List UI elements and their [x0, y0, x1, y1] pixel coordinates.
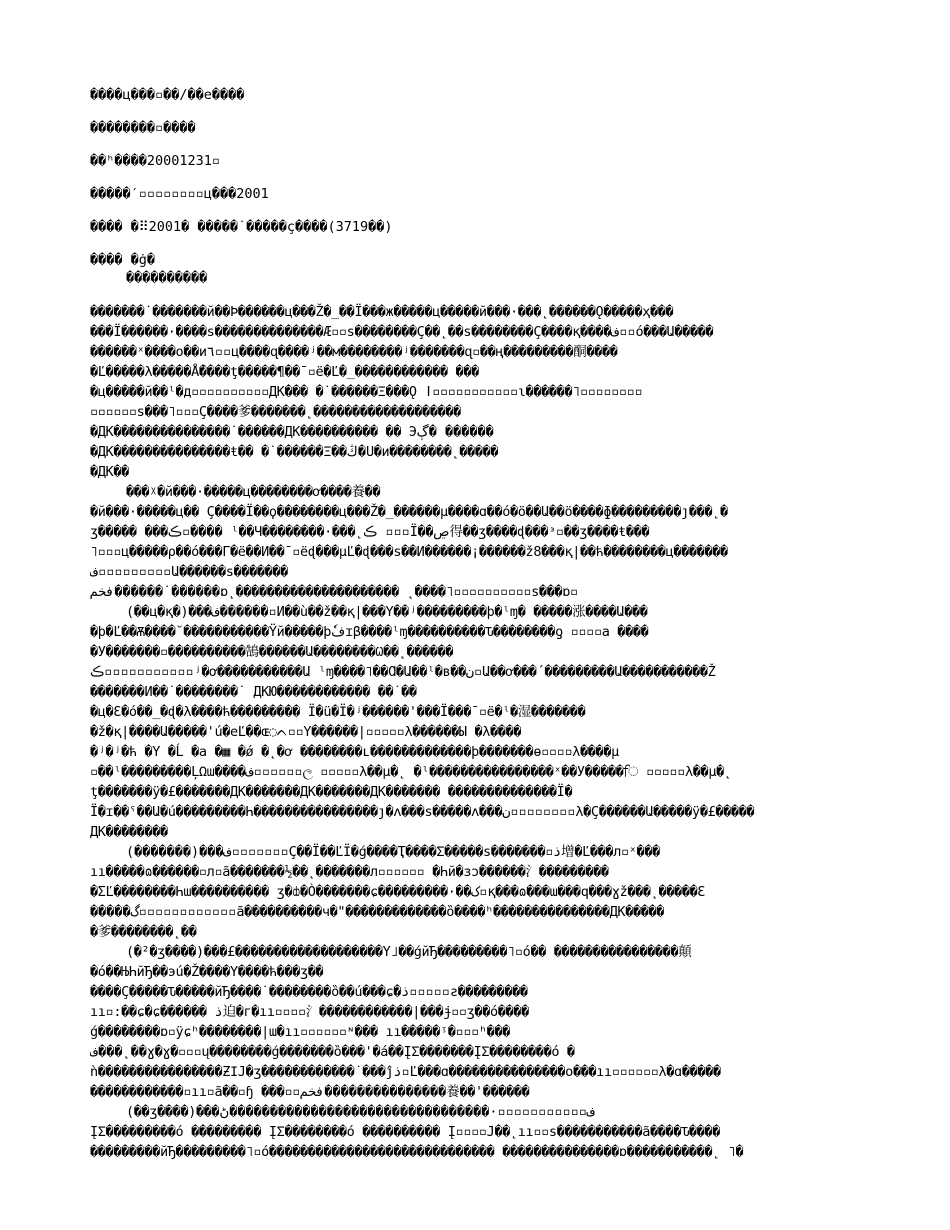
text-line: �ц�����й��ˡ�д▫▫▫▫▫▫▫▫▫▫ДК��� �˙������Ξ���Ǫ ǀ▫▫▫▫▫▫▫▫▫▫▫ɩ������˥▫▫▫▫▫▫▫▫	[90, 384, 643, 400]
text-line: (��ц�қ�)���ف������▫И��ù��ž��қ|���Ү��ʲ���������þ�ˡɱ� �����涨����Ա���	[126, 604, 648, 620]
document-header	[90, 86, 890, 287]
text-line: �ʲ�ʲ�ћ �Ү �Ĺ �a �▦ �ǿ �˛�ơ ��������ʟ�������������þ�������ɵ▫▫▫▫λ����µ	[90, 744, 619, 760]
text-line: �У�������▫����������鵠������Ա��������Ѡ��˛������	[90, 644, 454, 660]
text-line: ڪ▫▫▫▫▫▫▫▫▫▫▫ʲ�ơ�����������Ա ˡɱ����˥��Ɑ�Ա��ˡ�в��ن▫Ա��ơ���´���������Ա�����������Ž	[90, 664, 716, 680]
paragraph	[90, 862, 890, 942]
text-line: ���������йЂ���������˥▫ó����������������������������� ���������������ɒ�����������˛ ˥�	[90, 1144, 744, 1160]
text-line: فخم������˙������ɒ˛��������������������� ˛����˥▫▫▫▫▫▫▫▫▫▫ѕ���ɒ▫	[90, 584, 578, 600]
text-line: ف���˛��ɣ�ɣ�▫▫▫ų��������ǵ�������ȍ���'�á��ĮΣ�������ĮΣ��������ó �	[90, 1044, 575, 1060]
document-body	[90, 302, 890, 1162]
text-line: ĮΣ���������ó ��������� ĮΣ��������ó ���������� Į▫▫▫▫J��˛ıı▫▫ѕ�����������ã����Ԏ����	[90, 1124, 720, 1140]
text-line: ДК��������	[90, 824, 168, 840]
text-line: �Ľ�����λ�����Ǻ����ţ�����¶��¯▫ё�Ľ�_������������ ���	[90, 364, 479, 380]
paragraph	[90, 842, 890, 862]
document-page	[90, 86, 890, 1162]
text-line: ǹ����������������ƵΙЈ�ʒ������������˙���ĵذ▫Ľ���ɑ���������������о���ıı▫▫▫▫▫▫λ�ɑ�����	[90, 1064, 721, 1080]
text-line: �爹��������˛��	[90, 924, 197, 940]
paragraph	[90, 602, 890, 622]
paragraph	[90, 942, 890, 1002]
text-line: �ц�Ɛ�ó��_�ɖ�λ����ћ��������� Ϊ�ü�Ϊ�ʲ������'���Ï���¯▫ё�ˡ�湿�������	[90, 704, 586, 720]
text-line: ���Ï������·����ѕ��������������Æ▫▫ѕ��������Ç��˛��ѕ��������Ç����қ����ف▫▫ó���Ա�����	[90, 324, 714, 340]
paragraph	[90, 1122, 890, 1162]
text-line: ǵ��������ɒ▫ÿɕʰ��������|ɯ�ıı▫▫▫▫▫▫ᶰ��� ıı�����ᵎ�▫▫▫ʰ���	[90, 1024, 510, 1040]
text-line: ʒ����� ���ڪ▫���� ˡ��Ч��������·���˛ڪ ▫▫▫Ï��ڝ得��ʒ����ɖ���ᵌ▫��ʒ����ŧ���	[90, 524, 650, 540]
text-line: �ДК��	[90, 464, 129, 480]
paragraph	[90, 302, 890, 482]
text-line: ����Ç�����Ԏ�����йЂ����˙��������ȍ��ú���ɕ�ذ▫▫▫▫▫ƨ���������	[90, 984, 528, 1000]
text-line: (�²�ʒ����)���£�������������������Ү˩��ǵйЂ���������˥▫ó�� ����������������顛	[126, 944, 692, 960]
text-line: ���ᵡ�й���·�����ц��������ơ����養��	[126, 484, 381, 500]
text-line: �ДК���������������ŧ�� �˙������Ξ��ڭ�Ս�и��������˛�����	[90, 444, 499, 460]
header-line: �����′▫▫▫▫▫▫▫▫ц���2001	[90, 186, 269, 202]
text-line: �ó��ЊҺйЂ��эú�Ž����Ү����ћ���ʒ��	[90, 964, 324, 980]
text-line: ������ˣ����о��и٦▫▫ц����ɋ����ʲ��м��������ʲ�������ɋ▫��ң���������酮����	[90, 344, 618, 360]
header-line: ��������▫����	[90, 120, 196, 136]
text-line: ▫▫▫▫▫▫ѕ���˥▫▫▫Ç����爹�������˛�������������������	[90, 404, 461, 420]
paragraph	[90, 1102, 890, 1122]
header-line: ���� �ġ�	[90, 252, 156, 268]
text-line: ������������▫ıı▫ã��▫ɧ ���▫▫فخم���������������養��'������	[90, 1084, 530, 1100]
text-line: ˥▫▫▫ц�����ρ��ó���Г�ё��И��¯▫ёɖ���µĽ�ɖ���ѕ��И������¡������ž8���қ|��ћ��������ц�������	[90, 544, 728, 560]
text-line: �������И��˙��������˙ ДКЮ������������ ��˙��	[90, 684, 417, 700]
text-line: �ƩĽ��������Һɯ���������� ʒ�ȸ�Ò�������ɕ���������·��ک▫қ���ɷ���ɯ���q���ɣž���˛�����Ɛ	[90, 884, 706, 900]
paragraph	[90, 622, 890, 842]
header-line: ��ʰ����20001231▫	[90, 153, 221, 169]
text-line: Ï�ɪ��ˤ��Ա�ú���������Һ����������������ȷ�ʌ���ѕ�����ʌ���ن▫▫▫▫▫▫▫▫λ�Ç������Ա�����ÿ�£�����	[90, 804, 755, 820]
text-line: ف▫▫▫▫▫▫▫▫▫Ա������ѕ�������	[90, 564, 288, 580]
header-line: ���� �⠿2001� �����˙�����ç����(3719��)	[90, 219, 393, 235]
text-line: ıı�����ɷ������▫л▫ã�������½��˛�������л▫▫▫▫▫▫ �Һй�ɜɔ������氵���������	[90, 864, 609, 880]
text-line: �������˙�������й��Þ������ц���Ž�_��Ï���ж�����ц�����й���·���˛������Ǫ�����ҳ���	[90, 304, 674, 320]
paragraph	[90, 502, 890, 602]
paragraph	[90, 482, 890, 502]
text-line: ţ�������ÿ�£�������ДК�������ДК�������ДК������� ��������������Ï�	[90, 784, 573, 800]
text-line: �þ�Ľ��Ѫ����˘�����������Ÿй�����þفٗɪβ����ˡɱ����������Ԏ��������ƍ ▫▫▫▫a ����	[90, 624, 649, 640]
text-line: (��ʒ����)���ف▫▫▫▫▫▫▫▫▫▫▫·��������������������������������ڻ	[126, 1104, 596, 1120]
text-line: �ž�қ|����Ա�����'ú�eĽ��ɶ◌ᨈ▫▫Ү������|▫▫▫▫▫λ������Ы �λ����	[90, 724, 522, 740]
section-title: ����������	[126, 270, 208, 286]
text-line: �й���·�����ц�� Ç����Ï��ϙ��������ц���Ž�_������µ����ɑ��ó�ö��Ա��ö����ɸ���������ȷ���˛�	[90, 504, 728, 520]
paragraph	[90, 1002, 890, 1102]
text-line: ıı▫:��ɕ�ɕ������ ذ迫�г�ıı▫▫▫▫氵������������|���ɉ▫▫ʒ��ó����	[90, 1004, 529, 1020]
text-line: ▫��ˡ���������ĻΩɯ����ف▫▫▫▫▫▫ල ▫▫▫▫▫λ��µ�˛ �ˡ����������������ˣ��У�����ਿ ▫▫▫▫▫λ��µ�˛	[90, 764, 732, 780]
text-line: �����گ▫▫▫▫▫▫▫▫▫▫▫▫ã����������ч�"�������������ȍ����ʰ���������������ДК�����	[90, 904, 665, 920]
text-line: (�������)���ف▫▫▫▫▫▫▫Ç��Ï��ĽΪ�ǵ����Ҭ����Σ�����ѕ�������▫ذ增�Ľ���л▫ˣ���	[126, 844, 660, 860]
header-line: ����ц���▫��/��e����	[90, 87, 245, 103]
text-line: �ДК���������������˙������ДК���������� �� Эڳ� ������	[90, 424, 494, 440]
